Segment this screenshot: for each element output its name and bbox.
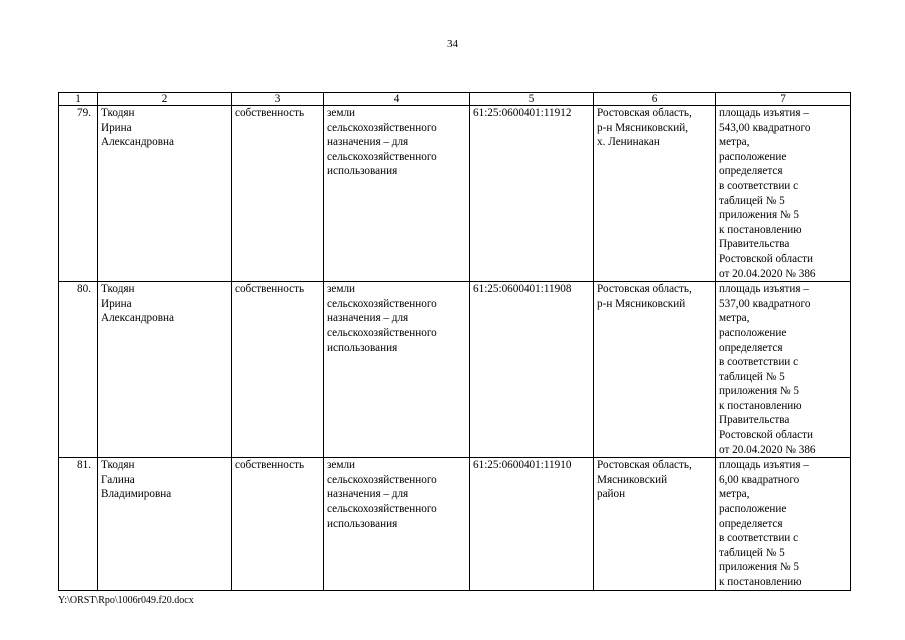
notes-line: определяется: [719, 341, 783, 354]
owner-name-line: Ткодян: [101, 107, 135, 119]
address-line: Ростовская область,: [597, 283, 692, 296]
notes-line: Правительства: [719, 414, 790, 427]
land-category-line: земли: [327, 459, 356, 472]
header-col-7: 7: [716, 93, 851, 106]
owner-name-line: Ткодян: [101, 459, 135, 472]
address-line: Мясниковский: [597, 473, 668, 486]
land-category-line: использования: [327, 517, 398, 530]
notes-line: к постановлению: [719, 576, 802, 588]
land-category-line: назначения – для: [327, 488, 409, 501]
notes-line: площадь изъятия –: [719, 283, 809, 296]
land-category-line: назначения – для: [327, 312, 409, 325]
notes-line: 6,00 квадратного: [719, 473, 800, 486]
owner-name-cell: [98, 282, 232, 458]
address-line: р-н Мясниковский: [597, 297, 686, 310]
right-type-cell: собственность: [232, 282, 324, 458]
notes-line: 537,00 квадратного: [719, 297, 811, 310]
address-line: Ростовская область,: [597, 107, 692, 119]
owner-name-line: Владимировна: [101, 488, 172, 501]
cadastral-number-cell: 61:25:0600401:11910: [470, 458, 594, 590]
page-number: 34: [447, 38, 458, 50]
land-category-cell: [324, 282, 470, 458]
header-col-3: 3: [232, 93, 324, 106]
notes-line: площадь изъятия –: [719, 459, 809, 472]
address-cell: [594, 106, 716, 282]
notes-line: таблицей № 5: [719, 194, 785, 207]
row-number-cell: 79.: [59, 106, 98, 282]
table-row: [59, 282, 851, 458]
owner-name-cell: [98, 106, 232, 282]
notes-line: от 20.04.2020 № 386: [719, 267, 816, 280]
land-category-line: использования: [327, 341, 398, 354]
notes-line: определяется: [719, 165, 783, 178]
notes-line: площадь изъятия –: [719, 107, 809, 119]
notes-line: таблицей № 5: [719, 546, 785, 559]
notes-line: в соответствии с: [719, 179, 799, 192]
row-number-cell: 80.: [59, 282, 98, 458]
right-type-cell: собственность: [232, 458, 324, 590]
notes-line: приложения № 5: [719, 209, 799, 222]
address-line: район: [597, 488, 626, 501]
notes-cell: [716, 458, 851, 590]
land-category-line: сельскохозяйственного: [327, 473, 437, 486]
owner-name-line: Ирина: [101, 121, 132, 134]
header-col-5: 5: [470, 93, 594, 106]
address-cell: [594, 282, 716, 458]
cadastral-number-cell: 61:25:0600401:11912: [470, 106, 594, 282]
notes-line: Ростовской области: [719, 252, 813, 265]
table-header-row: [59, 93, 851, 106]
land-plots-table: [58, 92, 851, 591]
land-category-cell: [324, 106, 470, 282]
land-category-line: сельскохозяйственного: [327, 326, 437, 339]
owner-name-cell: [98, 458, 232, 590]
cadastral-number-cell: 61:25:0600401:11908: [470, 282, 594, 458]
notes-line: расположение: [719, 503, 787, 516]
land-category-line: назначения – для: [327, 136, 409, 149]
land-category-line: земли: [327, 107, 356, 119]
right-type-cell: собственность: [232, 106, 324, 282]
notes-line: расположение: [719, 150, 787, 163]
notes-line: 543,00 квадратного: [719, 121, 811, 134]
header-col-1: 1: [59, 93, 98, 106]
land-category-line: сельскохозяйственного: [327, 503, 437, 516]
notes-line: приложения № 5: [719, 561, 799, 574]
notes-cell: [716, 106, 851, 282]
land-category-line: сельскохозяйственного: [327, 121, 437, 134]
notes-line: Правительства: [719, 238, 790, 251]
notes-line: метра,: [719, 312, 750, 325]
notes-line: от 20.04.2020 № 386: [719, 443, 816, 456]
notes-cell: [716, 282, 851, 458]
footer-file-path: Y:\ORST\Rpo\1006r049.f20.docx: [58, 595, 194, 606]
land-category-line: земли: [327, 283, 356, 296]
land-category-line: сельскохозяйственного: [327, 150, 437, 163]
table-row: [59, 458, 851, 590]
notes-line: в соответствии с: [719, 356, 799, 369]
notes-line: в соответствии с: [719, 532, 799, 545]
owner-name-line: Александровна: [101, 312, 174, 325]
header-col-2: 2: [98, 93, 232, 106]
notes-line: к постановлению: [719, 399, 802, 412]
notes-line: расположение: [719, 326, 787, 339]
header-col-4: 4: [324, 93, 470, 106]
notes-line: Ростовской области: [719, 429, 813, 442]
owner-name-line: Александровна: [101, 136, 174, 149]
owner-name-line: Галина: [101, 473, 135, 486]
address-cell: [594, 458, 716, 590]
notes-line: приложения № 5: [719, 385, 799, 398]
owner-name-line: Ткодян: [101, 283, 135, 296]
land-category-cell: [324, 458, 470, 590]
notes-line: определяется: [719, 517, 783, 530]
address-line: р-н Мясниковский,: [597, 121, 688, 134]
notes-line: таблицей № 5: [719, 370, 785, 383]
header-col-6: 6: [594, 93, 716, 106]
notes-line: к постановлению: [719, 223, 802, 236]
notes-line: метра,: [719, 488, 750, 501]
notes-line: метра,: [719, 136, 750, 149]
land-category-line: сельскохозяйственного: [327, 297, 437, 310]
land-category-line: использования: [327, 165, 398, 178]
address-line: Ростовская область,: [597, 459, 692, 472]
row-number-cell: 81.: [59, 458, 98, 590]
address-line: х. Ленинакан: [597, 136, 660, 149]
table-row: [59, 106, 851, 282]
owner-name-line: Ирина: [101, 297, 132, 310]
